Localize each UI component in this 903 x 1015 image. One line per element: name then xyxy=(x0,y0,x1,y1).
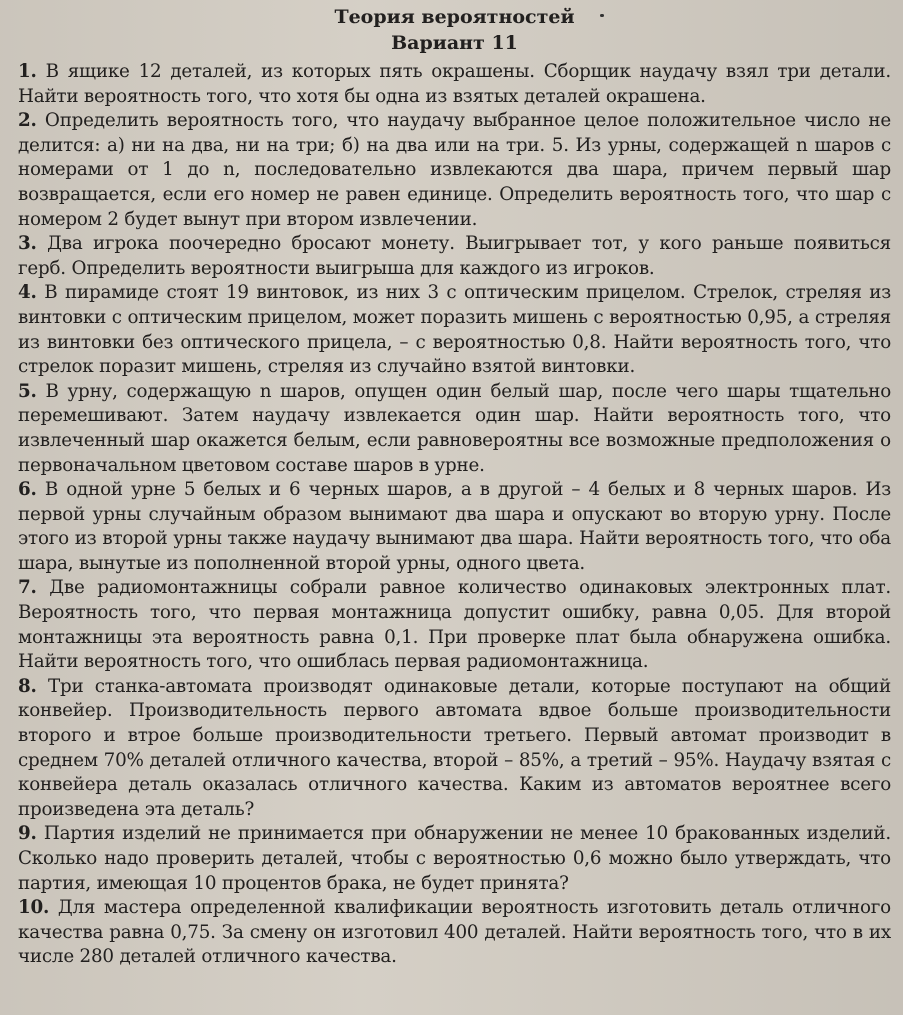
problem-text: Для мастера определенной квалификации вероятность изготовить деталь отличного качества равна 0,75. За смену он изготовил 400 деталей. Найти вероятность того, что в их числе 280 деталей отличного качества. xyxy=(18,897,891,968)
problem-text: В урну, содержащую n шаров, опущен один белый шар, после чего шары тщательно перемешивают. Затем наудачу извлекается один шар. Найти вероятность того, что извлеченный шар окажется белым, если равновероятны все возможные предположения о первоначальном цветовом составе шаров в урне. xyxy=(18,380,891,476)
problem-number: 9. xyxy=(18,823,37,845)
problem-8 xyxy=(18,675,891,823)
problem-number: 8. xyxy=(18,675,37,697)
problem-text: Партия изделий не принимается при обнаружении не менее 10 бракованных изделий. Сколько надо проверить деталей, чтобы с вероятностью 0,6 можно было утверждать, что партия, имеющая 10 процентов брака, не будет принята? xyxy=(18,823,891,894)
problem-list xyxy=(18,60,891,970)
problem-7 xyxy=(18,576,891,674)
problem-9 xyxy=(18,822,891,896)
problem-text: В одной урне 5 белых и 6 черных шаров, а в другой – 4 белых и 8 черных шаров. Из первой урны случайным образом вынимают два шара и опускают во вторую урну. После этого из второй урны также наудачу вынимают два шара. Найти вероятность того, что оба шара, вынутые из пополненной второй урны, одного цвета. xyxy=(18,479,891,574)
problem-number: 7. xyxy=(18,577,37,599)
problem-2 xyxy=(18,109,891,232)
problem-3 xyxy=(18,232,891,281)
problem-5 xyxy=(18,380,891,478)
problem-6 xyxy=(18,478,891,576)
problem-text: Два игрока поочередно бросают монету. Выигрывает тот, у кого раньше появиться герб. Определить вероятности выигрыша для каждого из игроков. xyxy=(18,233,891,279)
problem-10 xyxy=(18,896,891,970)
variant-heading: Вариант 11 xyxy=(391,32,518,54)
page-title: Теория вероятностей xyxy=(334,6,575,28)
problem-number: 6. xyxy=(18,479,37,501)
problem-number: 5. xyxy=(18,380,37,402)
problem-number: 3. xyxy=(18,233,37,255)
problem-text: В пирамиде стоят 19 винтовок, из них 3 с оптическим прицелом. Стрелок, стреляя из винтовки с оптическим прицелом, может поразить мишень с вероятностью 0,95, а стреляя из винтовки без оптического прицела, – с вероятностью 0,8. Найти вероятность того, что стрелок поразит мишень, стреляя из случайно взятой винтовки. xyxy=(18,282,891,378)
ink-dot xyxy=(600,14,604,17)
problem-text: В ящике 12 деталей, из которых пять окрашены. Сборщик наудачу взял три детали. Найти вероятность того, что хотя бы одна из взятых деталей окрашена. xyxy=(18,61,891,107)
problem-4 xyxy=(18,281,891,379)
problem-text: Определить вероятность того, что наудачу выбранное целое положительное число не делится: а) ни на два, ни на три; б) на два или на три. 5. Из урны, содержащей n шаров с номерами от 1 до n, последовательно извлекаются два шара, причем первый шар возвращается, если его номер не равен единице. Определить вероятность того, что шар с номером 2 будет вынут при втором извлечении. xyxy=(18,110,891,230)
problem-number: 4. xyxy=(18,282,37,304)
problem-text: Три станка-автомата производят одинаковые детали, которые поступают на общий конвейер. Производительность первого автомата вдвое больше производительности второго и втрое больше производительности третьего. Первый автомат производит в среднем 70% деталей отличного качества, второй – 85%, а третий – 95%. Наудачу взятая с конвейера деталь оказалась отличного качества. Каким из автоматов вероятнее всего произведена эта деталь? xyxy=(18,675,891,820)
problem-text: Две радиомонтажницы собрали равное количество одинаковых электронных плат. Вероятность того, что первая монтажница допустит ошибку, равна 0,05. Для второй монтажницы эта вероятность равна 0,1. При проверке плат была обнаружена ошибка. Найти вероятность того, что ошиблась первая радиомонтажница. xyxy=(18,577,891,673)
problem-number: 2. xyxy=(18,110,37,132)
problem-number: 10. xyxy=(18,897,50,919)
problem-number: 1. xyxy=(18,61,37,82)
problem-1 xyxy=(18,60,891,109)
